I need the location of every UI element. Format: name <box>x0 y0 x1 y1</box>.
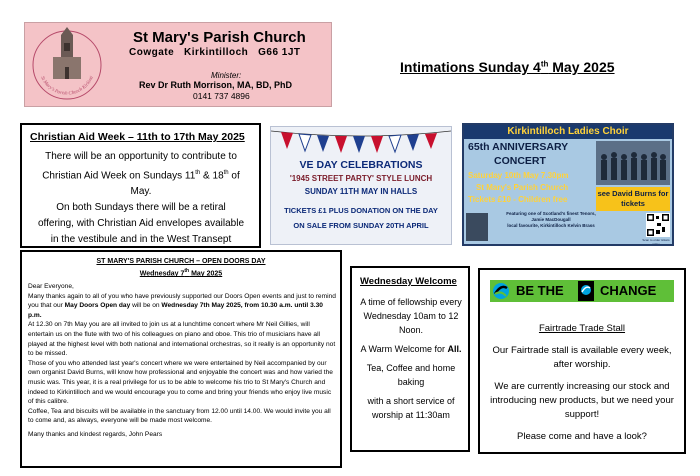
wednesday-title: Wednesday Welcome <box>360 276 457 287</box>
paragraph: Please come and have a look? <box>517 431 647 442</box>
church-header <box>24 22 332 107</box>
wednesday-welcome-notice <box>350 266 470 452</box>
ca-line: in the vestibule and in the West Transept <box>50 234 232 246</box>
fairtrade-title: Fairtrade Trade Stall <box>538 323 626 334</box>
fairtrade-logo-icon <box>492 282 510 300</box>
paragraph: Tea, Coffee and home baking <box>366 363 456 387</box>
concert-tickets: Tickets £10 - Children free <box>468 195 568 204</box>
page-title <box>400 59 615 75</box>
fairtrade-mark-icon <box>578 281 594 301</box>
christian-aid-title: Christian Aid Week – 11th to 17th May 2025 <box>30 131 245 143</box>
logo-caption: St Mary's Parish Church Kirkinti <box>39 75 95 97</box>
open-doors-body <box>28 282 336 440</box>
minister-name: Rev Dr Ruth Morrison, MA, BD, PhD <box>139 80 293 90</box>
church-address: Cowgate Kirkintilloch G66 1JT <box>129 47 301 58</box>
minister-label: Minister: <box>211 71 242 80</box>
open-doors-title: ST MARY'S PARISH CHURCH – OPEN DOORS DAY <box>96 258 266 265</box>
paragraph: A Warm Welcome for All. <box>360 344 462 354</box>
christian-aid-notice <box>20 123 261 248</box>
ca-line: On both Sundays there will be a retiral <box>56 202 226 214</box>
open-doors-date: Wednesday 7th May 2025 <box>139 268 223 278</box>
banner-text-b: CHANGE <box>600 283 657 298</box>
ticket-badge: see David Burns for tickets <box>596 187 670 211</box>
tenor-photo <box>466 213 488 241</box>
paragraph: Coffee, Tea and biscuits will be available in the sanctuary from 12.00 until 14.00. We would invite you all to come and, as always, everyone will be made most welcome. <box>28 407 331 425</box>
fairtrade-body <box>486 344 678 452</box>
ve-day-poster <box>270 126 452 245</box>
title-end: May 2025 <box>548 59 615 75</box>
paragraph: A time of fellowship every Wednesday 10am to 12 Noon. <box>360 297 462 335</box>
ve-line: SUNDAY 11TH MAY IN HALLS <box>304 187 418 196</box>
signoff: Many thanks and kindest regards, John Pears <box>28 430 163 438</box>
choir-name: Kirkintilloch Ladies Choir <box>464 125 672 139</box>
fairtrade-banner <box>490 280 674 302</box>
qr-code-icon <box>646 213 670 237</box>
banner-text-a: BE THE <box>516 283 564 298</box>
title-main: Intimations Sunday 4 <box>400 59 541 75</box>
ve-line: TICKETS £1 PLUS DONATION ON THE DAY <box>284 206 438 215</box>
ladies-choir-concert-poster <box>462 123 674 246</box>
church-logo <box>31 27 103 101</box>
concert-label: CONCERT <box>494 155 546 167</box>
paragraph: Many thanks again to all of you who have previously supported our Doors Open events and just to remind you that our May Doors Open day will be on Wednesday 7th May 2025, from 10.30 a.m. until 3.30 p.m. <box>28 292 336 319</box>
christian-aid-body <box>26 149 256 248</box>
fairtrade-notice <box>478 268 686 454</box>
concert-venue: St Mary's Parish Church <box>476 183 569 192</box>
paragraph: Our Fairtrade stall is available every week, after worship. <box>492 345 672 370</box>
anniversary-label: 65th ANNIVERSARY <box>468 141 569 153</box>
title-sup: th <box>540 59 549 69</box>
ve-line: ON SALE FROM SUNDAY 20TH APRIL <box>293 221 429 230</box>
paragraph: Those of you who attended last year's concert where we were entertained by Neil accompanied by our own organist David Burns, will know how professional and enjoyable the concert was and how varied the music was. This year, it is a real privilege for us to be able to welcome his trio to St Mary's Church and indeed to Kirkintilloch and we would encourage you to come and bring your friends who enjoy live music of this calibre. <box>28 359 333 406</box>
ca-line: There will be an opportunity to contribute to <box>45 151 237 162</box>
ve-title: VE DAY CELEBRATIONS <box>299 159 423 171</box>
ve-line: '1945 STREET PARTY' STYLE LUNCH <box>289 174 433 183</box>
paragraph: with a short service of worship at 11:30am <box>367 396 455 420</box>
church-name: St Mary's Parish Church <box>133 29 306 46</box>
ca-line: May. <box>130 186 152 198</box>
church-phone: 0141 737 4896 <box>193 91 250 101</box>
bunting-icon <box>271 127 451 157</box>
choir-photo <box>596 141 670 185</box>
open-doors-letter <box>20 250 342 468</box>
wednesday-body <box>354 295 468 427</box>
ca-line: offering, with Christian Aid envelopes available <box>37 218 245 230</box>
ca-line: Christian Aid Week on Sundays 11th & 18th of <box>42 170 240 182</box>
paragraph: At 12.30 on 7th May you are all invited to join us at a lunchtime concert where Mr Neil Gillies, will entertain us on the flute with two of his colleagues on piano and oboe. This trio of musicians have all played at the highest level with both national and international orchestras, so it really is an opportunity not to be missed. <box>28 321 336 358</box>
concert-date: Saturday 10th May 7.30pm <box>468 171 569 180</box>
concert-features: Featuring one of Scotland's finest Tenors, Jamie MacDougall local favourite, Kirkintilloch Kelvin Brass <box>506 211 596 228</box>
greeting: Dear Everyone, <box>28 283 74 290</box>
paragraph: We are currently increasing our stock and introducing new products, but we need your support! <box>490 381 674 420</box>
qr-caption: Scan to order tickets online <box>642 238 670 246</box>
